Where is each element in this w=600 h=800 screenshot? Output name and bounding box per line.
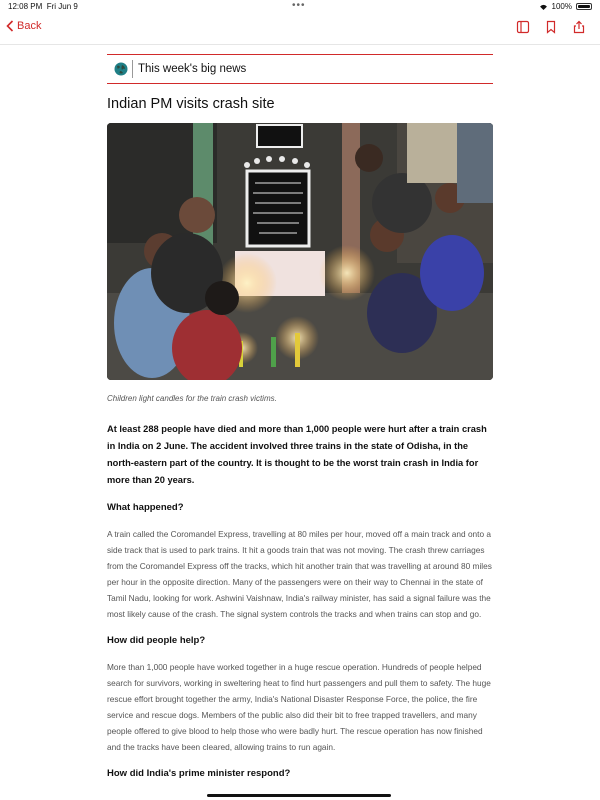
share-icon [572,20,586,34]
status-right [539,2,592,11]
section-body-what-happened: A train called the Coromandel Express, travelling at 80 miles per hour, moved off a main track and onto a side track that is used to park trains. It hit a goods train that was not moving. The crash threw carriages from the Coromandel Express off the tracks, which hit another train that was travelling at around 80 miles per hour in the opposite direction. Many of the passengers were on their way to Chennai in the state of Tamil Nadu, looking for work. Ashwini Vaishnaw, India's railway minister, has said a signal failure was the most likely cause of the crash. The signal system controls the tracks and when trains can stop and go. [107,529,492,619]
page-view-button[interactable] [516,20,530,34]
section-label: This week's big news [138,63,247,75]
article-headline: Indian PM visits crash site [107,96,275,112]
page-view-icon [516,20,530,34]
article-intro: At least 288 people have died and more than 1,000 people were hurt after a train crash in India on 2 June. The accident involved three trains in the state of Odisha, in the north-eastern part of the country. It is thought to be the worst train crash in India for more than 20 years. [107,424,487,485]
section-body-how-people-helped: More than 1,000 people have worked together in a huge rescue operation. Hundreds of people helped search for survivors, working in sweltering heat to find hurt passengers and pull them to safety. The huge rescue effort brought together the army, India's National Disaster Response Force, the police, the fire service and rescue dogs. Members of the public also did their bit to free trapped travellers, and many people offered to give blood to help those who were badly hurt. The rescue operation has now finished and the tracks have been cleared, allowing trains to run again. [107,662,491,752]
photo-caption: Children light candles for the train crash victims. [107,394,277,403]
share-button[interactable] [572,20,586,34]
status-time: 12:08 PM Fri Jun 9 [8,2,78,11]
bookmark-icon [544,20,558,34]
battery-icon [576,3,592,10]
bookmark-button[interactable] [544,20,558,34]
section-heading-what-happened: What happened? [107,502,184,513]
wifi-icon [539,4,548,10]
article-photo[interactable] [107,123,493,380]
chevron-left-icon [6,20,14,32]
back-label: Back [17,20,42,32]
section-header [107,54,493,84]
article-content [107,54,493,779]
multitask-dots[interactable]: ••• [292,0,306,11]
battery-percent: 100% [551,2,572,11]
section-heading-how-people-helped: How did people help? [107,635,206,646]
status-bar [0,0,600,14]
section-heading-pm-response: How did India's prime minister respond? [107,768,291,779]
back-button[interactable] [6,20,41,32]
candle-vigil-photo [107,123,493,380]
nav-bar [0,14,600,45]
globe-icon [114,62,128,76]
section-divider [132,60,133,78]
nav-actions [516,20,586,34]
home-indicator[interactable] [207,794,391,797]
